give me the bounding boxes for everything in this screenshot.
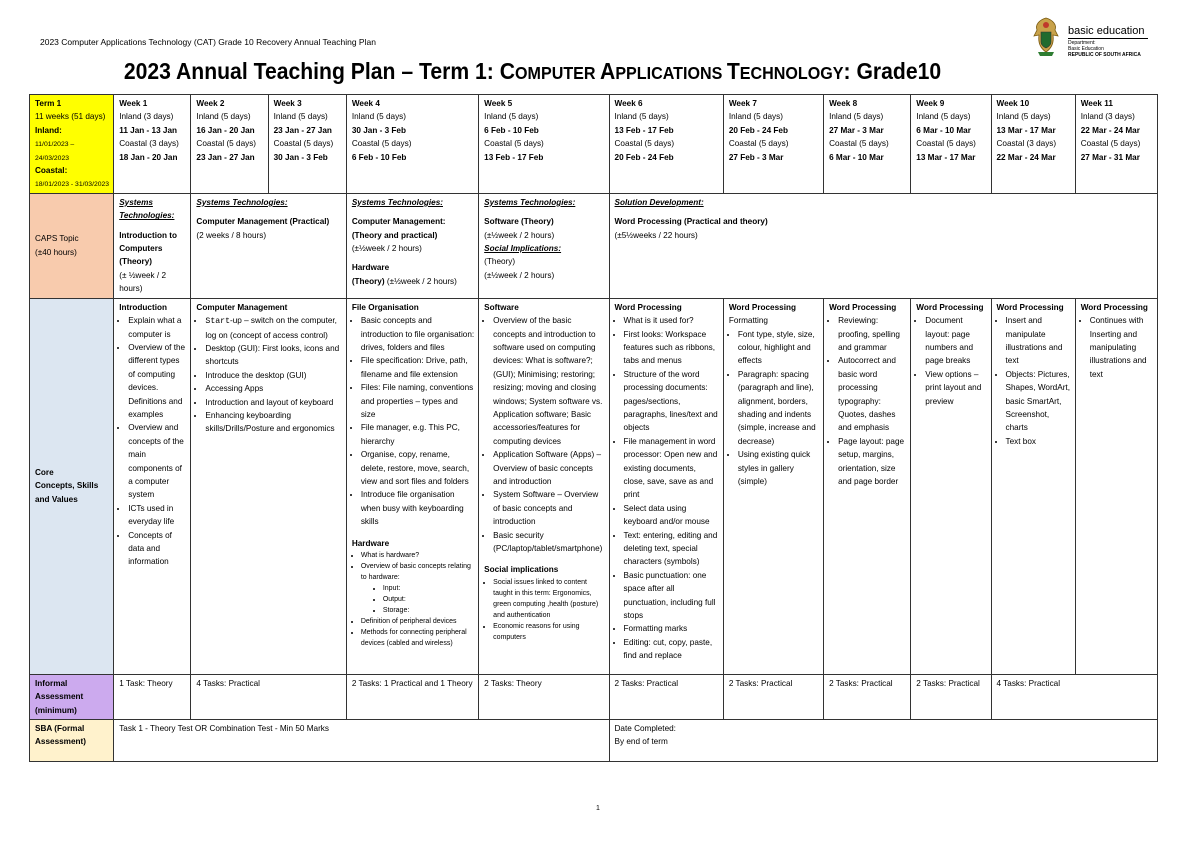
informal-assessment-label: Informal Assessment (minimum) [30,674,114,719]
informal-week-6: 2 Tasks: Practical [609,674,723,719]
informal-assessment-row [30,674,1158,719]
page-title [43,58,1023,85]
title-a: A [600,58,616,84]
caps-topic-row [30,193,1158,298]
core-week-10: Word Processing • Insert and manipulate illustrations and text • Objects: Pictures, Shapes, WordArt, basic SmartArt, Screenshot, charts • Text box [991,298,1075,674]
logo-dept-line-3: REPUBLIC OF SOUTH AFRICA [1068,52,1141,58]
week-7-header: Week 7 Inland (5 days) 20 Feb - 24 Feb Coastal (5 days) 27 Feb - 3 Mar [723,95,823,194]
logo-dept-line-1: Department: [1068,40,1096,46]
caps-topic-week-5: Systems Technologies: Software (Theory) (±½week / 2 hours) Social Implications: (Theory) (±½week / 2 hours) [479,193,609,298]
week-5-header: Week 5 Inland (5 days) 6 Feb - 10 Feb Coastal (5 days) 13 Feb - 17 Feb [479,95,609,194]
term-coastal-dates: 18/01/2023 - 31/03/2023 [35,181,110,189]
informal-week-4: 2 Tasks: 1 Practical and 1 Theory [346,674,478,719]
title-t: T [726,58,740,84]
term-cell [30,95,114,194]
coat-of-arms-icon [1031,16,1061,58]
title-omputer: OMPUTER [515,63,601,83]
core-weeks-2-3: Computer Management • Start-up – switch on the computer, log on (concept of access control) • Desktop (GUI): First looks, icons and shortcuts • Introduce the desktop (GUI) • Accessing Apps • Introduction and layout of keyboard • Enhancing keyboarding skills/Drills/Posture and ergonomics [191,298,346,674]
week-10-header: Week 10 Inland (5 days) 13 Mar - 17 Mar Coastal (3 days) 22 Mar - 24 Mar [991,95,1075,194]
sba-date: Date Completed: By end of term [609,719,1157,761]
week-6-header: Week 6 Inland (5 days) 13 Feb - 17 Feb Coastal (5 days) 20 Feb - 24 Feb [609,95,723,194]
informal-week-5: 2 Tasks: Theory [479,674,609,719]
title-echnology: ECHNOLOGY [739,63,844,83]
title-pplications: PPLICATIONS [615,63,727,83]
logo-brand: basic education [1068,25,1145,37]
week-2-header: Week 2 Inland (5 days) 16 Jan - 20 Jan Coastal (5 days) 23 Jan - 27 Jan [191,95,268,194]
week-9-header: Week 9 Inland (5 days) 6 Mar - 10 Mar Coastal (5 days) 13 Mar - 17 Mar [911,95,991,194]
teaching-plan-table [29,94,1158,762]
term-inland-dates: 11/01/2023 – 24/03/2023 [35,141,75,162]
title-suffix: : Grade10 [843,58,942,84]
core-week-7: Word Processing Formatting • Font type, style, size, colour, highlight and effects • Paragraph: spacing (paragraph and line), alignment, borders, shading and indents (simple, increase and decrease) • Using existing quick styles in gallery (simple) [723,298,823,674]
term-label: Term 1 [35,99,62,108]
term-coastal-label: Coastal: [35,166,68,176]
caps-topic-label: CAPS Topic (±40 hours) [30,193,114,298]
informal-weeks-10-11: 4 Tasks: Practical [991,674,1158,719]
logo-dept-line-2: Basic Education [1068,46,1104,52]
title-prefix: 2023 Annual Teaching Plan – Term 1: [123,58,500,84]
weeks-row [30,95,1158,194]
core-week-9: Word Processing • Document layout: page numbers and page breaks • View options – print layout and preview [911,298,991,674]
title-c: C [499,58,516,84]
core-concepts-row [30,298,1158,674]
core-week-8: Word Processing • Reviewing: proofing, spelling and grammar • Autocorrect and basic word processing typography: Quotes, dashes and emphasis • Page layout: page setup, margins, orientation, size and page border [824,298,911,674]
caps-topic-weeks-6-11: Solution Development: Word Processing (Practical and theory) (±5½weeks / 22 hours) [609,193,1157,298]
sba-row [30,719,1158,761]
week-8-header: Week 8 Inland (5 days) 27 Mar - 3 Mar Coastal (5 days) 6 Mar - 10 Mar [824,95,911,194]
core-week-4: File Organisation • Basic concepts and introduction to file organisation: drives, folders and files • File specification: Drive, path, filename and file extension • Files: File naming, conventions and properties – types and size • File manager, e.g. This PC, hierarchy • Organise, copy, rename, delete, restore, move, search, view and sort files and folders • Introduce file organisation when busy with keyboarding skills Hardware • What is hardware? • Overview of basic concepts relating to hardware: • Input: • Output: • Storage: • Definition of peripheral devices • Methods for connecting peripheral devices (cabled and wireless) [346,298,478,674]
week-3-header: Week 3 Inland (5 days) 23 Jan - 27 Jan Coastal (5 days) 30 Jan - 3 Feb [268,95,346,194]
page-number: 1 [596,805,600,812]
sba-label: SBA (Formal Assessment) [30,719,114,761]
dbe-logo [1031,16,1156,60]
caps-topic-weeks-2-3: Systems Technologies: Computer Management (Practical) (2 weeks / 8 hours) [191,193,346,298]
week-4-header: Week 4 Inland (5 days) 30 Jan - 3 Feb Coastal (5 days) 6 Feb - 10 Feb [346,95,478,194]
core-week-11: Word Processing • Continues with Inserting and manipulating illustrations and text [1075,298,1157,674]
logo-department [1068,40,1141,58]
sba-task: Task 1 - Theory Test OR Combination Test - Min 50 Marks [114,719,609,761]
core-week-5: Software • Overview of the basic concepts and introduction to software used on computing devices: What is software?; (GUI); Minimising; restoring; resizing; moving and closing windows; System software vs. Application software; Basic accessories/features for computing devices • Application Software (Apps) – Overview of basic concepts and introduction • System Software – Overview of basic concepts and introduction • Basic security (PC/laptop/tablet/smartphone) Social implications • Social issues linked to content taught in this term: Ergonomics, green computing ,health (posture) and authentication • Economic reasons for using computers [479,298,609,674]
informal-week-7: 2 Tasks: Practical [723,674,823,719]
week-1-header: Week 1 Inland (3 days) 11 Jan - 13 Jan Coastal (3 days) 18 Jan - 20 Jan [114,95,191,194]
document-header-line: 2023 Computer Applications Technology (CAT) Grade 10 Recovery Annual Teaching Plan [40,37,376,47]
informal-week-9: 2 Tasks: Practical [911,674,991,719]
core-week-6: Word Processing • What is it used for? • First looks: Workspace features such as ribbons, tabs and menus • Structure of the word processing documents: pages/sections, paragraphs, lines/text and objects • File management in word processor: Open new and existing documents, close, save, save as and print • Select data using keyboard and/or mouse • Text: entering, editing and deleting text, special characters (symbols) • Basic punctuation: one space after all punctuation, including full stops • Formatting marks • Editing: cut, copy, paste, find and replace [609,298,723,674]
informal-weeks-2-3: 4 Tasks: Practical [191,674,346,719]
informal-week-8: 2 Tasks: Practical [824,674,911,719]
week-11-header: Week 11 Inland (3 days) 22 Mar - 24 Mar Coastal (5 days) 27 Mar - 31 Mar [1075,95,1157,194]
logo-divider [1068,38,1148,39]
core-concepts-label: Core Concepts, Skills and Values [30,298,114,674]
informal-week-1: 1 Task: Theory [114,674,191,719]
term-weeks: 11 weeks (51 days) [35,112,106,122]
caps-topic-week-4: Systems Technologies: Computer Management: (Theory and practical) (±½week / 2 hours) Hardware (Theory) (±½week / 2 hours) [346,193,478,298]
caps-topic-week-1: Systems Technologies: Introduction to Computers (Theory) (± ½week / 2 hours) [114,193,191,298]
term-inland-label: Inland: [35,125,62,135]
core-week-1: Introduction • Explain what a computer is • Overview of the different types of computing devices. Definitions and examples • Overview and concepts of the main components of a computer system • ICTs used in everyday life • Concepts of data and information [114,298,191,674]
